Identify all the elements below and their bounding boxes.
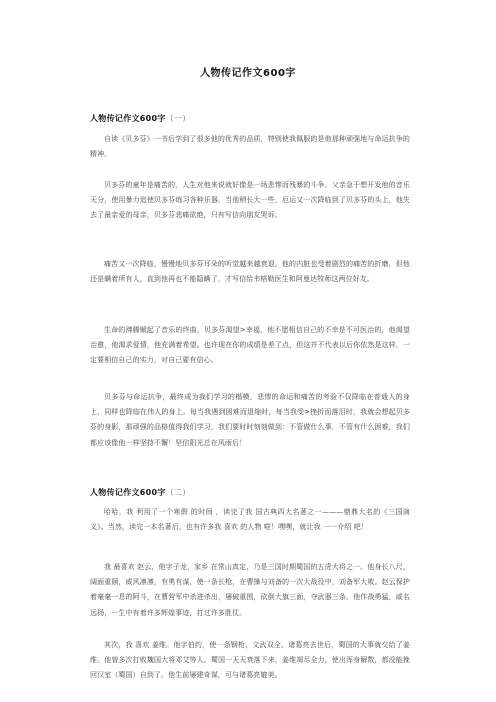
paragraph: 自读《贝多芬》一书后学到了很多他的优秀的品质，特别使我佩服的是他那种顽强地与命运抗争的精神。 <box>90 135 410 159</box>
section-number: （一） <box>165 114 191 123</box>
paragraph: 我 最喜欢 赵云，他字子龙，家乡 在常山真定，乃是三国时期蜀国的五虎大将之一。他身长八尺，阔面重颐，威风凛凛，有勇有谋，使一条长枪，在曹操与刘备的一次大战役中，刘备军大败。赵云保护 着毫毫一息的阿斗，在曹营军中杀进杀出，屡破重围，砍倒大旗三面，夺武器三条。他作战勇猛，威名远扬，一生中有着许多辉煌事迹，打过许多胜仗。 <box>90 563 410 617</box>
paragraph: 贝多芬与命运抗争，最终成为我们学习的楷模，悲惨的命运和痛苦的考验不仅降临在普通人的身上，同样也降临在伟人的身上。每当我遇到困难而退缩时，每当我受>挫折而落泪时，我就会想起贝多芬的身影，那顽强的品格值得我们学习，我们要时时刻刻做到：不管做什么事，不管有什么困难，我们都应该像他一样坚持不懈！坚信阳光总在风雨后！ <box>90 393 410 447</box>
document-title: 人物传记作文600字 <box>200 68 296 79</box>
paragraph: 贝多芬的童年是痛苦的，人生对他来说就好像是一场悲惨而残暴的斗争。父亲急于想开发他的音乐天分，使用暴力追使贝多芬练习各种乐器，当他稍长大一些，厄运又一次降临到了贝多芬的头上，他失去了最亲爱的母亲，贝多芬悲痛欲绝，只有写信向朋友哭诉。 <box>90 181 410 220</box>
section-heading-text: 人物传记作文600字 <box>90 488 166 497</box>
paragraph: 痛苦又一次降临，慢慢地贝多芬耳朵的听觉越来越衰退，他的内脏也受着剧烈的痛苦的折磨，但他还是瞒着所有人，直到他再也不能隐瞒了，才写信给韦格勒医生和阿曼达牧师这两位好友。 <box>90 260 410 284</box>
paragraph: 其次，我 喜欢 姜维。他字伯约，使一条钢枪，文武双全。诸葛亮去世后，蜀国的大事就交给了姜维。他曾多次打败魏国大将邓艾等人。蜀国一天天衰落下来，姜维竭尽全力，使出浑身解数，都没能挽回汉室（蜀国）自到了。他生前屡建奇谋，可与诸葛亮媲美。 <box>90 641 410 680</box>
section-number: （二） <box>165 488 191 497</box>
section-heading <box>90 113 191 124</box>
section-heading <box>90 487 191 498</box>
section-heading-text: 人物传记作文600字 <box>90 114 166 123</box>
paragraph: 哈哈，我 利用了一个寒假 的时间 ，读完了我 国古典四大名著之一———鼎鼎大名的《三国演义》。当然，读完一本名著后，也有许多我 喜欢 的人物 啦！嘿嘿，就让我 一一介绍 吧！ <box>90 508 410 532</box>
paragraph: 生命的沸腾赋起了音乐的终曲，贝多芬渴望>幸福，他不愿相信自己的不幸是不可医治的，他渴望治愈，他渴求爱情，他充满着希望。也许现在你的成绩是差了点，但这并不代表以后你依然是这样，一定要相信自己的实力，对自己要有信心。 <box>90 326 410 365</box>
